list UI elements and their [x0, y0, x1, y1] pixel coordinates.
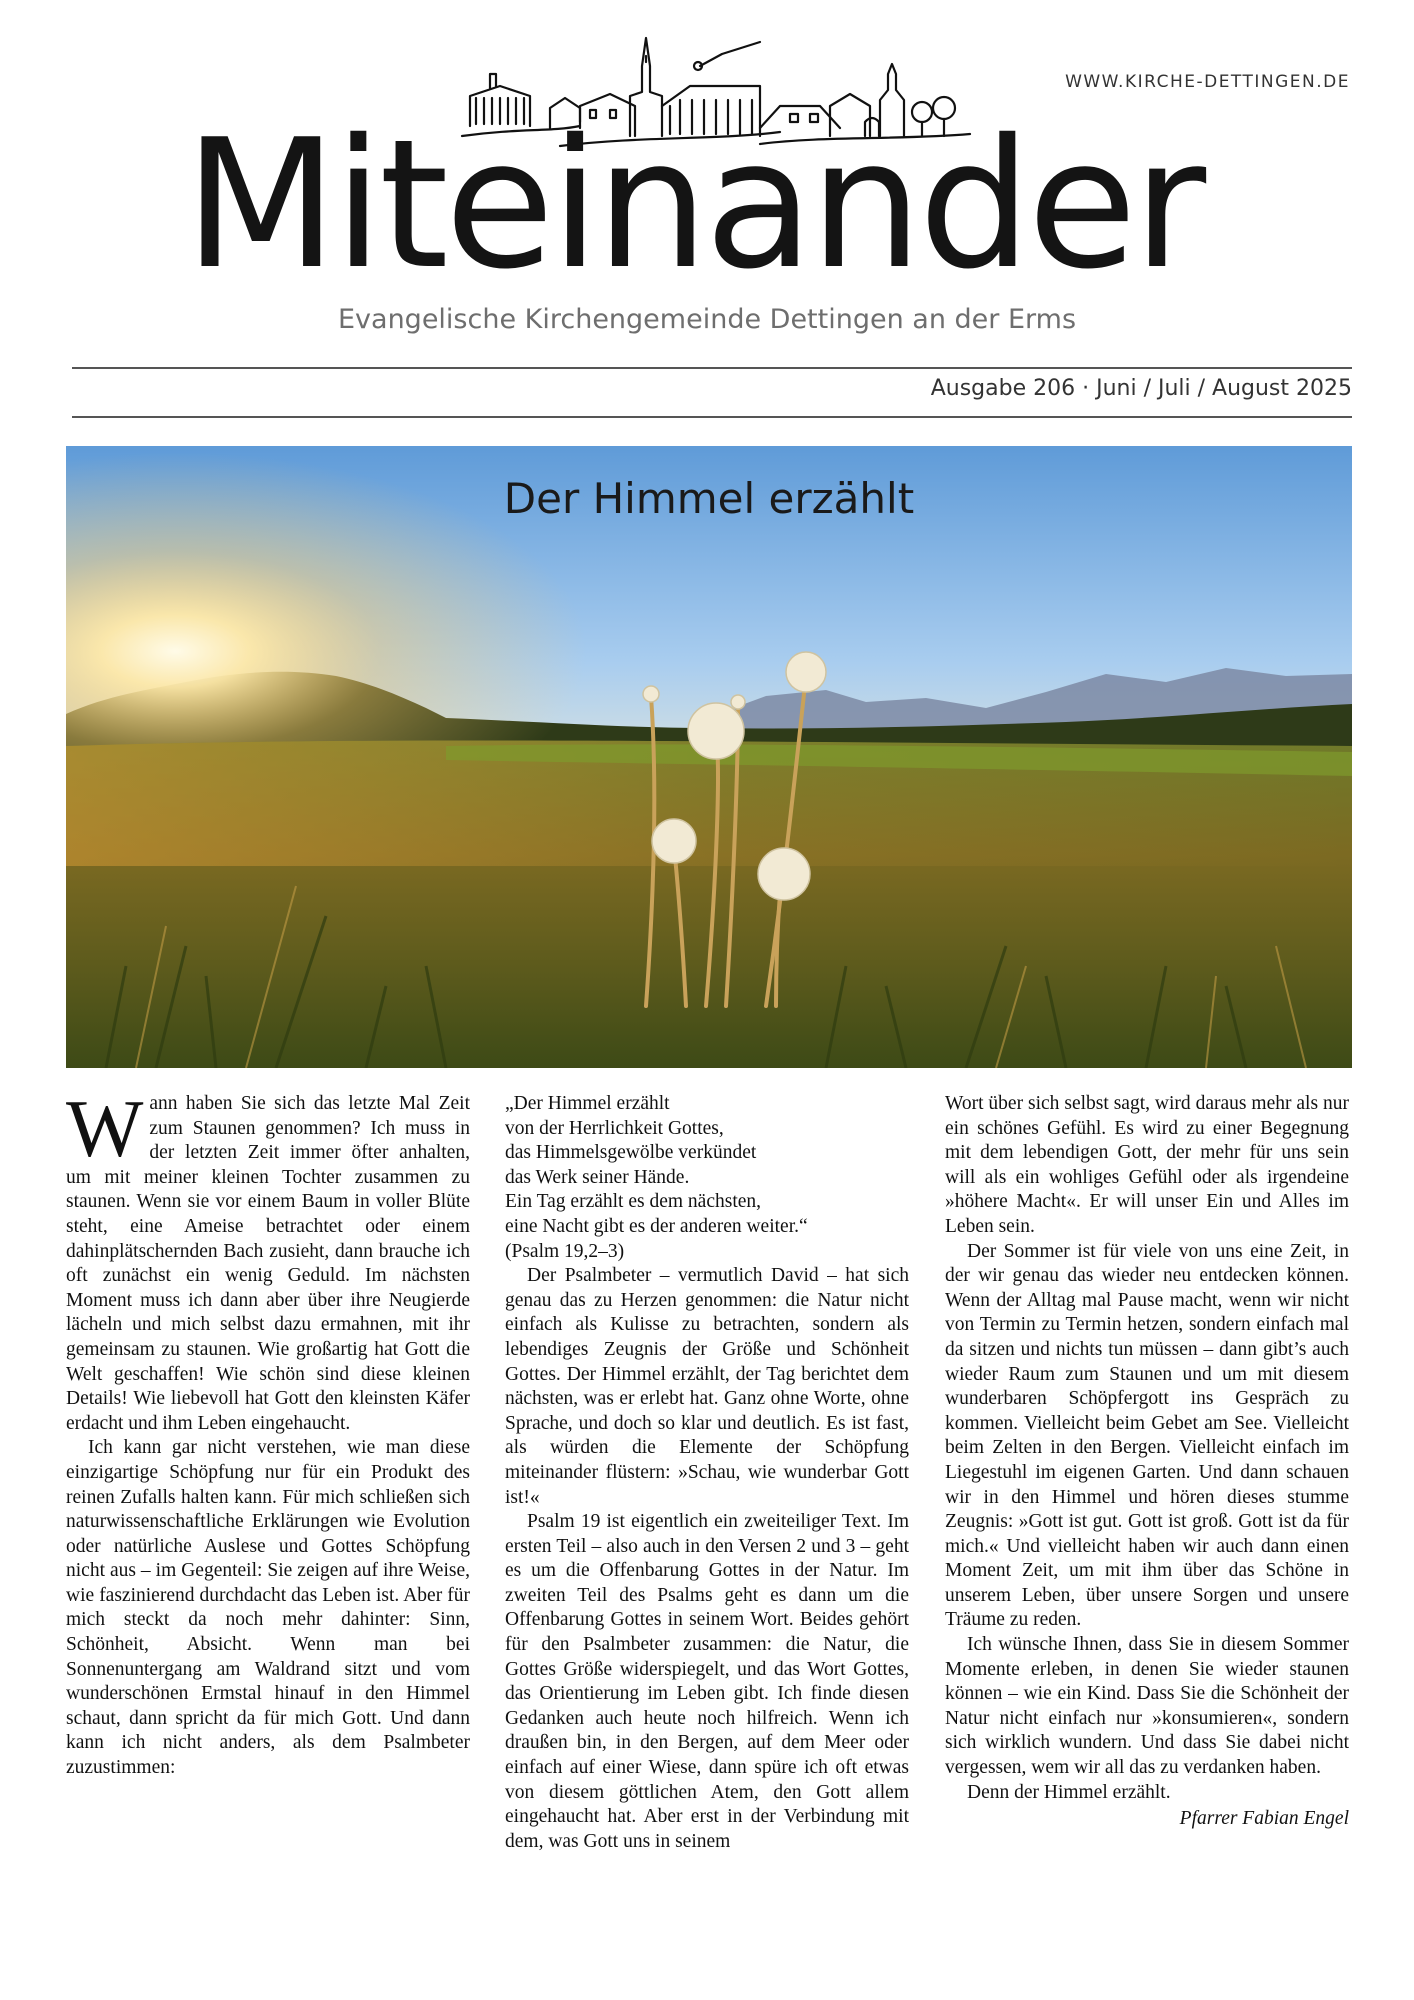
issue-info: Ausgabe 206 · Juni / Juli / August 2025: [930, 376, 1352, 401]
article-paragraph: Denn der Himmel erzählt.: [967, 1781, 1171, 1803]
hero-headline: Der Himmel erzählt: [503, 474, 915, 523]
article-paragraph: Psalm 19 ist eigentlich ein zweiteiliger Text. Im ersten Teil – also auch in den Versen 2 und 3 – geht es um die Offenbarung Gottes in der Natur. Im zweiten Teil des Psalms geht es dann um die Offenbarung Gottes in seinem Wort. Beides gehört für den Psalmbeter zusammen: die Natur, die Gottes Größe widerspiegelt, und das Wort Gottes, das Orientierung im Leben gibt. Ich finde diesen Gedanken auch heute noch hilfreich. Wenn ich draußen bin, in den Bergen, auf dem Meer oder einfach auf einer Wiese, dann spüre ich oft etwas von diesem göttlichen Atem, den Gott allem eingehaucht hat. Aber erst in der Verbindung mit dem, was Gott uns in seinem: [505, 1511, 909, 1852]
header-divider-top: [72, 367, 1352, 369]
article-paragraph: Ich kann gar nicht verstehen, wie man diese einzigartige Schöpfung nur für ein Produkt des reinen Zufalls halten kann. Für mich schließen sich naturwissenschaftliche Erklärungen wie Evolution oder natürliche Auslese und Gottes Schöpfung nicht aus – im Gegenteil: Sie zeigen auf ihre Weise, wie faszinierend durchdacht das Leben ist. Aber für mich steckt da noch mehr dahinter: Sinn, Schönheit, Absicht. Wenn man bei Sonnenuntergang am Waldrand sitzt und vom wunderschönen Ermstal hinauf in den Himmel schaut, dann spricht da für mich Gott. Und dann kann ich nicht anders, als dem Psalmbeter zuzustimmen:: [66, 1437, 470, 1779]
article-column-2: [505, 1092, 909, 1854]
article-column-1: [66, 1083, 470, 1781]
article-paragraph: Wann haben Sie sich das letzte Mal Zeit zum Staunen genommen? Ich muss in der letzten Zeit immer öfter anhalten, um mit meiner kleinen Tochter zusammen zu staunen. Wenn sie vor einem Baum in voller Blüte steht, eine Ameise betrachtet oder einem dahinplätschernden Bach zusieht, dann brauche ich oft zunächst ein wenig Geduld. Im nächsten Moment muss ich dann aber über ihre Neugierde lächeln und mich selbst dazu ermahnen, mit ihr gemeinsam zu staunen. Wie großartig hat Gott die Welt geschaffen! Wie schön sind diese kleinen Details! Wie liebevoll hat Gott den kleinsten Käfer erdacht und ihm Leben eingehaucht.: [66, 1083, 470, 1434]
quote-line: das Himmelsgewölbe verkündet: [505, 1142, 757, 1164]
quote-reference: (Psalm 19,2–3): [505, 1240, 625, 1262]
article-paragraph: Der Psalmbeter – vermutlich David – hat sich genau das zu Herzen genommen: die Natur nicht einfach als Kulisse zu betrachten, sondern als lebendiges Zeugnis der Größe und Schönheit Gottes. Der Himmel erzählt, der Tag berichtet dem nächsten, was er erlebt hat. Ganz ohne Worte, ohne Sprache, und doch so klar und deutlich. Es ist fast, als würden die Elemente der Schöpfung miteinander flüstern: »Schau, wie wunderbar Gott ist!«: [505, 1265, 909, 1508]
quote-line: das Werk seiner Hände.: [505, 1166, 690, 1188]
quote-line: eine Nacht gibt es der anderen weiter.“: [505, 1215, 808, 1237]
website-url-link[interactable]: WWW.KIRCHE-DETTINGEN.DE: [1065, 72, 1350, 92]
meadow-sunset-photo: [66, 446, 1352, 1068]
drop-cap: W: [66, 1083, 144, 1174]
quote-line: „Der Himmel erzählt: [505, 1093, 670, 1114]
masthead-title: Miteinander: [184, 101, 1203, 308]
hero-image: [66, 446, 1352, 1068]
article-paragraph: Der Sommer ist für viele von uns eine Zeit, in der wir genau das wieder neu entdecken können. Wenn der Alltag mal Pause macht, wenn wir nicht von Termin zu Termin hetzen, sondern einfach mal da sitzen und nichts tun müssen – dann gibt’s auch wieder Raum zum Staunen und um mit diesem wunderbaren Schöpfergott ins Gespräch zu kommen. Vielleicht beim Gebet am See. Vielleicht beim Zelten in den Bergen. Vielleicht einfach im Liegestuhl im eigenen Garten. Und dann schauen wir in den Himmel und hören dieses stumme Zeugnis: »Gott ist gut. Gott ist groß. Gott ist da für mich.« Und vielleicht haben wir auch dann einen Moment Zeit, um mit ihm über das Schöne in unserem Leben, über unsere Sorgen und unsere Träume zu reden.: [945, 1240, 1349, 1631]
header-divider-bottom: [72, 416, 1352, 418]
psalm-quote: [505, 1092, 909, 1264]
article-paragraph: Ich wünsche Ihnen, dass Sie in diesem Sommer Momente erleben, in denen Sie wieder staunen können – wie ein Kind. Dass Sie die Schönheit der Natur nicht einfach nur »konsumieren«, sondern sich wirklich wundern. Und dass Sie dabei nicht vergessen, wem wir all das zu verdanken haben.: [945, 1634, 1349, 1779]
article-paragraph: Wort über sich selbst sagt, wird daraus mehr als nur ein schönes Gefühl. Es wird zu einer Begegnung mit dem lebendigen Gott, der mehr für uns sein will als ein wohliges Gefühl oder als irgendeine »höhere Macht«. Er will unser Ein und Alles im Leben sein.: [945, 1093, 1349, 1237]
masthead-subtitle: Evangelische Kirchengemeinde Dettingen an der Erms: [337, 304, 1077, 335]
quote-line: von der Herrlichkeit Gottes,: [505, 1117, 724, 1139]
article-column-3: [945, 1092, 1349, 1832]
author-signature: Pfarrer Fabian Engel: [1179, 1808, 1349, 1830]
quote-line: Ein Tag erzählt es dem nächsten,: [505, 1191, 762, 1213]
